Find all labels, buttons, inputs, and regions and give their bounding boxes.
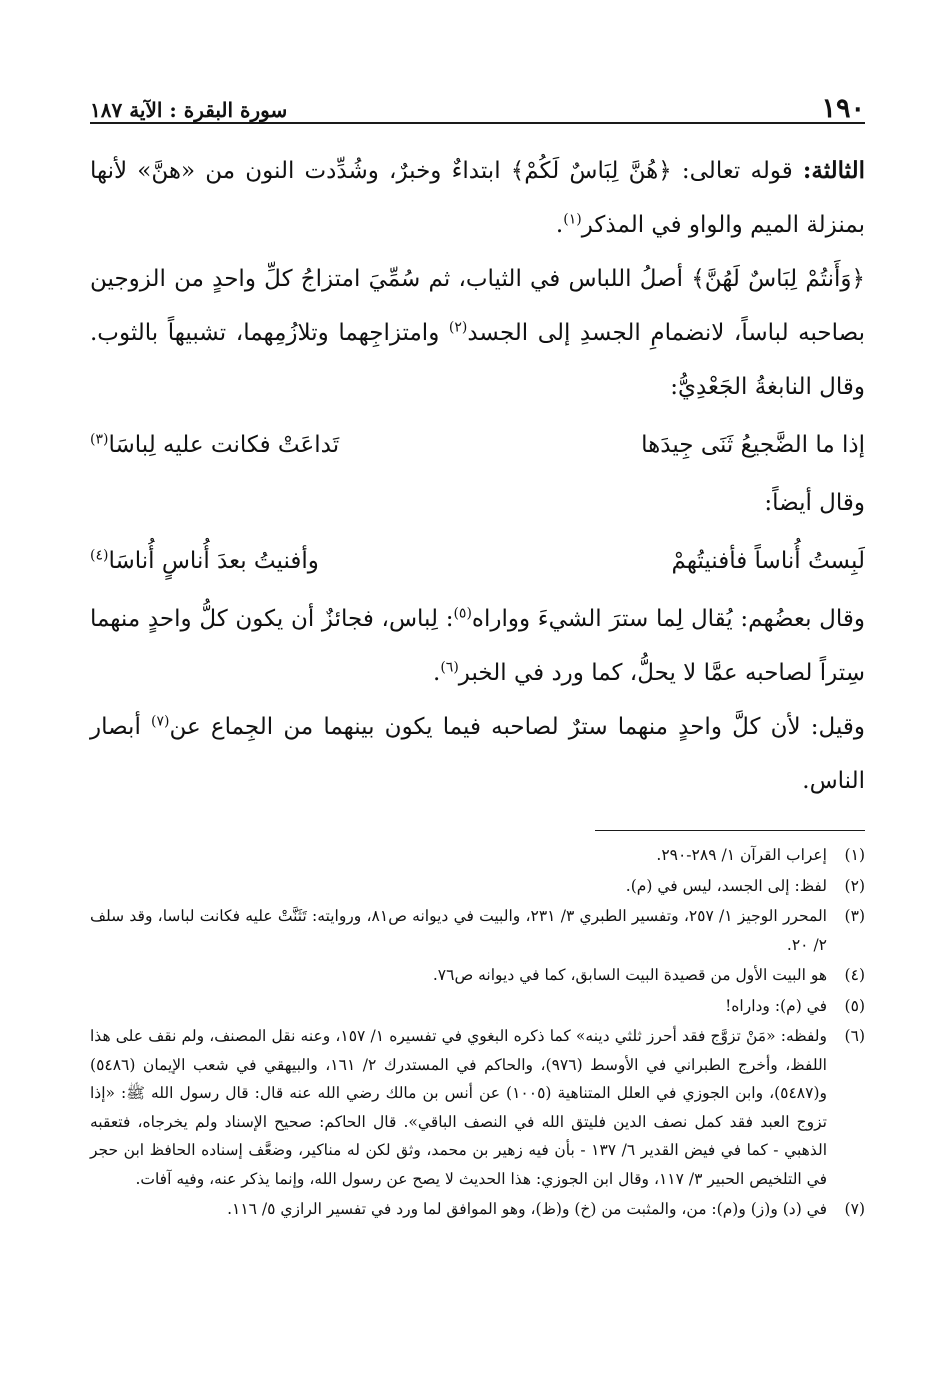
footnote-text: لفظ: إلى الجسد، ليس في (م). [625,876,827,895]
paragraph-third-point [90,144,865,252]
footnote-ref-5[interactable]: (٥) [453,605,472,622]
running-head [90,78,865,124]
footnote-text: المحرر الوجيز ١/ ٢٥٧، وتفسير الطبري ٣/ ٢٣١، والبيت في ديوانه ص٨١، وروايته: تَثَنَّتْ عليه فكانت لباسا، وقد سلف ٢/ ٢٠. [90,907,827,954]
footnote-5 [90,992,865,1021]
footnote-text: في (د) و(ز) و(م): من، والمثبت من (خ) و(ظ)، وهو الموافق لما ورد في تفسير الرازي ٥/ ١١٦. [227,1200,827,1218]
paragraph-lead: الثالثة: [802,157,865,184]
verse-hemistich-text: تَداعَتْ فكانت عليه لِباسَا [108,432,340,458]
main-text [90,144,865,808]
paragraph-libas [90,252,865,414]
poetry-verse-2 [90,530,865,592]
footnote-ref-1[interactable]: (١) [563,211,582,228]
paragraph-text: أبصار الناس. [90,714,865,794]
footnote-7 [90,1195,865,1224]
footnote-ref-6[interactable]: (٦) [440,659,459,676]
paragraph-it-was-said [90,700,865,808]
paragraph-tail: . [555,212,564,238]
verse-second-hemistich [90,530,319,592]
verse-second-hemistich [90,414,339,476]
verse-first-hemistich: لَبِستُ أُناساً فأفنيتُهمْ [671,548,865,574]
footnote-number: (٣) [844,907,865,925]
poetry-verse-1 [90,414,865,476]
surah-reference: سورة البقرة : الآية ١٨٧ [90,98,288,122]
paragraph-tail: وامتزاجِهما وتلازُمِهما، تشبيهاً بالثوب. وقال النابغةُ الجَعْدِيُّ: [90,320,865,400]
verse-first-hemistich: إذا ما الضَّجيعُ ثَنَى جِيدَها [641,432,865,458]
paragraph-text: وقيل: لأن كلَّ واحدٍ منهما سترٌ لصاحبه فيما يكون بينهما من الجِماع عن [169,714,866,740]
footnote-4 [90,961,865,990]
footnote-text: ولفظه: «مَنْ تزوَّج فقد أحرز ثلثي دينه» كما ذكره البغوي في تفسيره ١/ ١٥٧، وعنه نقل المصنف، ولم نقف على هذا اللفظ، وأخرج الطبراني في الأوسط (٩٧٦)، والحاكم في المستدرك ٢/ ١٦١، والبيهقي في شعب الإيمان (٥٤٨٦) و(٥٤٨٧)، وابن الجوزي في العلل المتناهية (١٠٠٥) عن أنس بن مالك رضي الله عنه قال: قال رسول الله ﷺ: «إذا تزوج العبد فقد كمل نصف الدين فليتق الله في النصف الباقي». قال الحاكم: صحيح الإسناد ولم يخرجاه، فتعقبه الذهبي - كما في فيض القدير ٦/ ١٣٧ - بأن فيه زهير بن محمد، وثق لكن له مناكير، وضعَّف إسناده الحافظ ابن حجر في التلخيص الحبير ٣/ ١١٧، وقال ابن الجوزي: هذا الحديث لا يصح عن رسول الله، وإنما يذكر عنه، وفيه آفات. [90,1027,828,1188]
paragraph-tail: . [433,660,441,686]
footnote-number: (١) [844,846,865,864]
verse-hemistich-text: وأفنيتُ بعدَ أُناسٍ أُناسَا [108,548,319,574]
paragraph-text: : لِباس، فجائزٌ أن يكون كلُّ واحدٍ منهما سِتراً لصاحبه عمَّا لا يحلُّ، كما ورد في الخبر [90,606,865,686]
paragraph-text: قوله تعالى: ﴿هُنَّ لِبَاسٌ لَكُمْ﴾ ابتداءٌ وخبرٌ، وشُدِّدت النون من «هنَّ» لأنها بمنزلة الميم والواو في المذكر [90,158,865,238]
page-number: ١٩٠ [821,93,865,124]
footnote-text: في (م): وداراه! [725,996,827,1015]
footnote-ref-2[interactable]: (٢) [448,319,468,336]
footnote-6 [90,1022,865,1193]
paragraph-text: وقال بعضُهم: يُقال لِما سترَ الشيءَ وواراه [471,606,865,632]
footnote-number: (٦) [844,1027,865,1045]
book-page [90,78,865,1226]
paragraph-some-said [90,592,865,700]
footnote-number: (٤) [844,966,865,984]
footnote-number: (٢) [844,876,865,895]
footnote-1 [90,841,865,870]
footnote-ref-3[interactable]: (٣) [90,431,109,448]
footnote-ref-4[interactable]: (٤) [90,547,109,564]
footnote-number: (٥) [844,996,865,1015]
footnote-divider [595,830,865,831]
verse-intro: وقال أيضاً: [764,490,865,516]
footnote-number: (٧) [844,1200,865,1218]
footnote-ref-7[interactable]: (٧) [151,713,170,730]
paragraph-text: ﴿وَأَنتُمْ لِبَاسٌ لَهُنَّ﴾ أصلُ اللباس في الثياب، ثم سُمِّيَ امتزاجُ كلِّ واحدٍ من الزوجين بصاحبه لباساً، لانضمامِ الجسدِ إلى الجسد [90,266,866,346]
footnotes [90,841,865,1224]
footnote-text: هو البيت الأول من قصيدة البيت السابق، كما في ديوانه ص٧٦. [432,966,827,984]
footnote-text: إعراب القرآن ١/ ٢٨٩-٢٩٠. [656,846,827,864]
footnote-2 [90,872,865,901]
footnote-3 [90,902,865,959]
